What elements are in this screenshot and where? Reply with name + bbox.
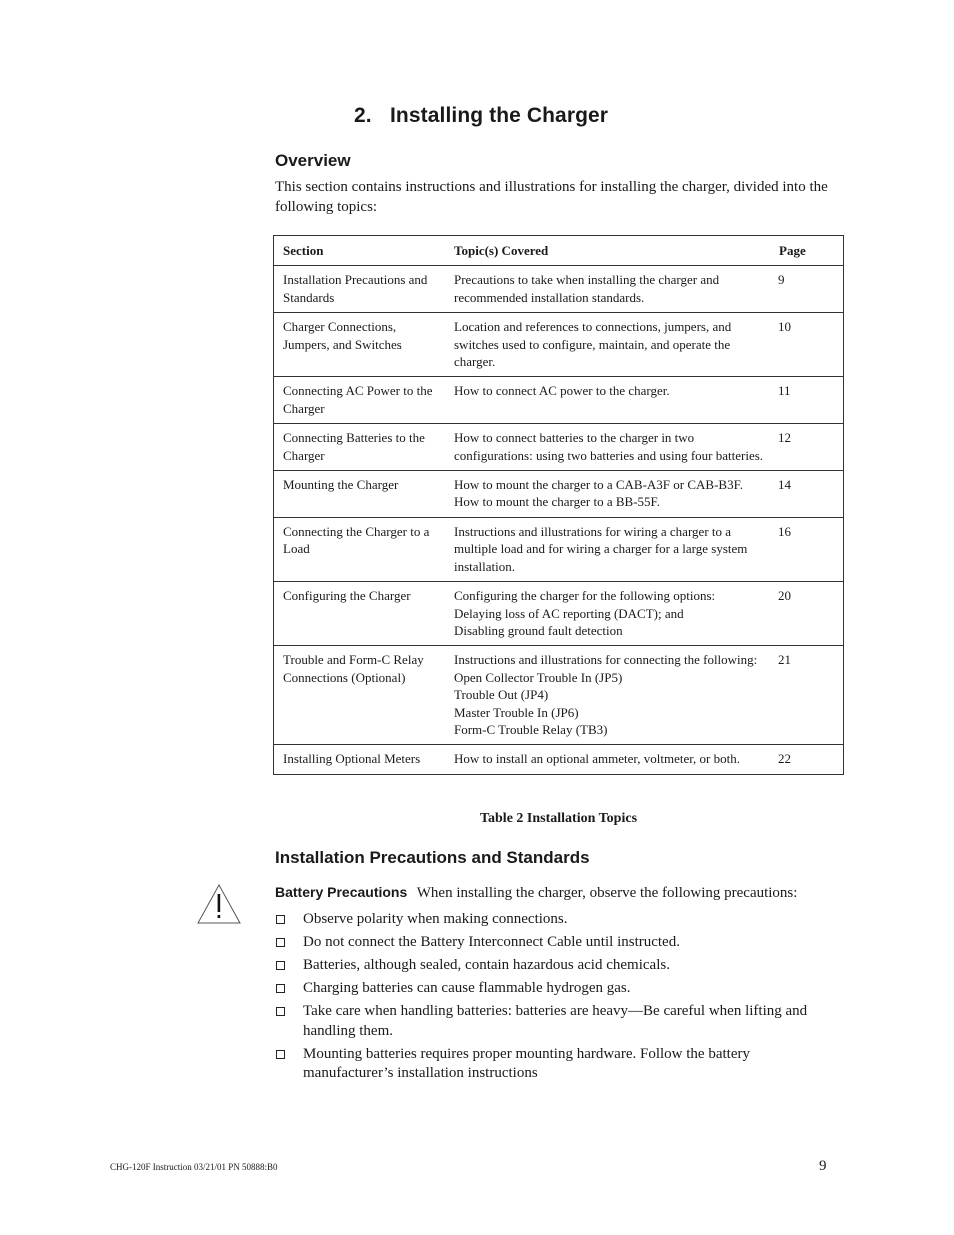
cell-page: 14 bbox=[770, 471, 844, 518]
list-item bbox=[275, 1045, 835, 1084]
list-item-text: Charging batteries can cause flammable hydrogen gas. bbox=[303, 980, 631, 996]
cell-section: Installing Optional Meters bbox=[274, 745, 446, 774]
table-row bbox=[274, 471, 844, 518]
cell-section: Connecting Batteries to the Charger bbox=[274, 424, 446, 471]
cell-section: Configuring the Charger bbox=[274, 582, 446, 646]
table-row bbox=[274, 745, 844, 774]
cell-section: Installation Precautions and Standards bbox=[274, 266, 446, 313]
table-row bbox=[274, 517, 844, 581]
table-row bbox=[274, 313, 844, 377]
header-page: Page bbox=[770, 236, 844, 266]
topic-line: Location and references to connections, jumpers, and switches used to configure, maintain, and operate the charger. bbox=[454, 319, 732, 370]
cell-topics bbox=[445, 313, 770, 377]
checkbox-bullet-icon bbox=[276, 938, 285, 947]
table-row bbox=[274, 424, 844, 471]
topic-line: Instructions and illustrations for wiring a charger to a multiple load and for wiring a charger for a large system installation. bbox=[454, 523, 748, 574]
checkbox-bullet-icon bbox=[276, 984, 285, 993]
cell-page: 16 bbox=[770, 517, 844, 581]
cell-topics bbox=[445, 424, 770, 471]
topic-line: How to mount the charger to a CAB-A3F or CAB-B3F. bbox=[454, 477, 744, 493]
topic-line: Form-C Trouble Relay (TB3) bbox=[454, 721, 608, 737]
overview-heading: Overview bbox=[275, 151, 351, 170]
topic-line: Delaying loss of AC reporting (DACT); and bbox=[454, 605, 684, 621]
cell-page: 22 bbox=[770, 745, 844, 774]
header-section: Section bbox=[274, 236, 446, 266]
list-item-text: Mounting batteries requires proper mounting hardware. Follow the battery manufacturer’s installation instructions bbox=[303, 1045, 750, 1081]
list-item-text: Take care when handling batteries: batteries are heavy—Be careful when lifting and handling them. bbox=[303, 1003, 808, 1039]
checkbox-bullet-icon bbox=[276, 1007, 285, 1016]
chapter-number: 2. bbox=[354, 104, 372, 127]
cell-page: 20 bbox=[770, 582, 844, 646]
cell-topics bbox=[445, 266, 770, 313]
warning-triangle-icon bbox=[197, 884, 241, 924]
list-item bbox=[275, 956, 835, 976]
footer-doc-id: CHG-120F Instruction 03/21/01 PN 50888:B0 bbox=[110, 1162, 278, 1172]
topic-line: Trouble Out (JP4) bbox=[454, 687, 549, 703]
cell-topics bbox=[445, 471, 770, 518]
table-row bbox=[274, 377, 844, 424]
precautions-list bbox=[275, 910, 835, 1087]
battery-precautions-text: When installing the charger, observe the following precautions: bbox=[416, 885, 798, 901]
cell-section: Connecting the Charger to a Load bbox=[274, 517, 446, 581]
cell-section: Mounting the Charger bbox=[274, 471, 446, 518]
cell-topics bbox=[445, 745, 770, 774]
cell-topics bbox=[445, 377, 770, 424]
battery-precautions-paragraph bbox=[275, 882, 835, 903]
checkbox-bullet-icon bbox=[276, 915, 285, 924]
list-item-text: Do not connect the Battery Interconnect Cable until instructed. bbox=[303, 934, 680, 950]
topic-line: Disabling ground fault detection bbox=[454, 622, 623, 638]
topic-line: Configuring the charger for the following options: bbox=[454, 588, 716, 604]
cell-page: 21 bbox=[770, 646, 844, 745]
cell-page: 10 bbox=[770, 313, 844, 377]
checkbox-bullet-icon bbox=[276, 1050, 285, 1059]
checkbox-bullet-icon bbox=[276, 961, 285, 970]
cell-topics bbox=[445, 646, 770, 745]
list-item bbox=[275, 933, 835, 953]
list-item-text: Batteries, although sealed, contain hazardous acid chemicals. bbox=[303, 957, 670, 973]
topic-line: How to connect batteries to the charger in two configurations: using two batteries and using four batteries. bbox=[454, 430, 764, 463]
chapter-title-text: Installing the Charger bbox=[390, 104, 609, 127]
chapter-title bbox=[354, 104, 608, 128]
topic-line: Master Trouble In (JP6) bbox=[454, 704, 579, 720]
cell-section: Trouble and Form-C Relay Connections (Optional) bbox=[274, 646, 446, 745]
table-row bbox=[274, 582, 844, 646]
list-item bbox=[275, 910, 835, 930]
cell-topics bbox=[445, 517, 770, 581]
table-caption: Table 2 Installation Topics bbox=[479, 811, 638, 826]
installation-topics-table bbox=[273, 235, 844, 775]
cell-page: 9 bbox=[770, 266, 844, 313]
cell-page: 12 bbox=[770, 424, 844, 471]
topic-line: How to install an optional ammeter, voltmeter, or both. bbox=[454, 751, 740, 767]
topic-line: How to mount the charger to a BB-55F. bbox=[454, 494, 660, 510]
table-row bbox=[274, 266, 844, 313]
footer-page-number: 9 bbox=[819, 1158, 827, 1174]
header-topics: Topic(s) Covered bbox=[445, 236, 770, 266]
overview-intro: This section contains instructions and illustrations for installing the charger, divided into the following topics: bbox=[275, 179, 828, 215]
cell-section: Charger Connections, Jumpers, and Switches bbox=[274, 313, 446, 377]
cell-topics bbox=[445, 582, 770, 646]
topic-line: Precautions to take when installing the charger and recommended installation standards. bbox=[454, 272, 720, 305]
topic-line: Instructions and illustrations for connecting the following: bbox=[454, 652, 758, 668]
topic-line: How to connect AC power to the charger. bbox=[454, 383, 670, 399]
topic-line: Open Collector Trouble In (JP5) bbox=[454, 669, 623, 685]
precautions-heading: Installation Precautions and Standards bbox=[275, 848, 590, 867]
list-item bbox=[275, 1002, 835, 1041]
list-item-text: Observe polarity when making connections. bbox=[303, 911, 568, 927]
battery-precautions-lead: Battery Precautions bbox=[275, 884, 408, 900]
list-item bbox=[275, 979, 835, 999]
table-row bbox=[274, 646, 844, 745]
table-header-row bbox=[274, 236, 844, 266]
cell-page: 11 bbox=[770, 377, 844, 424]
cell-section: Connecting AC Power to the Charger bbox=[274, 377, 446, 424]
